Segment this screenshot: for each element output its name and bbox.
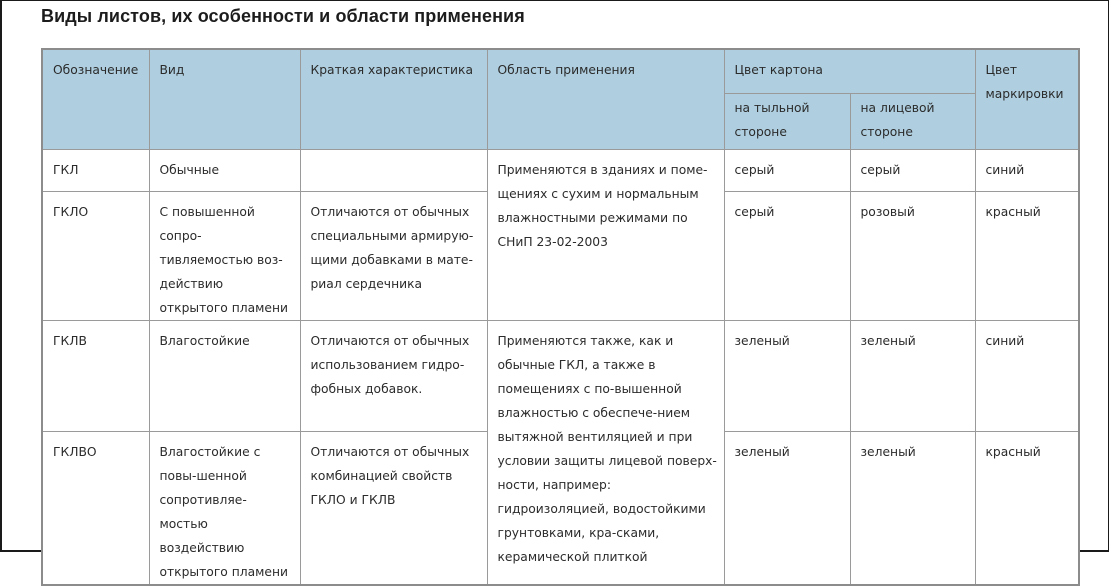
sheet-types-table: [41, 48, 1080, 586]
header-designation: Обозначение: [42, 49, 149, 149]
header-type: Вид: [149, 49, 300, 149]
cell-designation: ГКЛВО: [42, 431, 149, 585]
cell-marking-color: синий: [975, 149, 1079, 191]
cell-marking-color: синий: [975, 320, 1079, 431]
cell-marking-color: красный: [975, 431, 1079, 585]
cell-description: Отличаются от обычных использованием гидро-фобных добавок.: [300, 320, 487, 431]
cell-designation: ГКЛВ: [42, 320, 149, 431]
cell-type: С повышенной сопро-тивляемостью воз-действию открытого пламени: [149, 191, 300, 320]
cell-type: Влагостойкие с повы-шенной сопротивляе-мостью воздействию открытого пламени: [149, 431, 300, 585]
cell-front-color: серый: [850, 149, 975, 191]
header-short-description: Краткая характеристика: [300, 49, 487, 149]
cell-description: [300, 149, 487, 191]
header-front-side: на лицевой стороне: [850, 93, 975, 149]
header-back-side: на тыльной стороне: [724, 93, 850, 149]
cell-back-color: зеленый: [724, 431, 850, 585]
header-application-area: Область применения: [487, 49, 724, 149]
header-marking-color: Цвет маркировки: [975, 49, 1079, 149]
page-title: Виды листов, их особенности и области применения: [41, 6, 525, 26]
cell-front-color: зеленый: [850, 431, 975, 585]
cell-back-color: серый: [724, 149, 850, 191]
cell-description: Отличаются от обычных комбинацией свойств ГКЛО и ГКЛВ: [300, 431, 487, 585]
cell-back-color: зеленый: [724, 320, 850, 431]
cell-designation: ГКЛО: [42, 191, 149, 320]
cell-application-area: Применяются в зданиях и поме-щениях с сухим и нормальным влажностными режимами по СНиП 23-02-2003: [487, 149, 724, 320]
cell-type: Обычные: [149, 149, 300, 191]
cell-type: Влагостойкие: [149, 320, 300, 431]
cell-designation: ГКЛ: [42, 149, 149, 191]
table-row: [42, 320, 1079, 431]
cell-description: Отличаются от обычных специальными армирую-щими добавками в мате-риал сердечника: [300, 191, 487, 320]
cell-application-area: Применяются также, как и обычные ГКЛ, а также в помещениях с по-вышенной влажностью с обеспече-нием вытяжной вентиляцией и при условии защиты лицевой поверх-ности, например: гидроизоляцией, водостойкими грунтовками, кра-сками, керамической плиткой: [487, 320, 724, 585]
cell-marking-color: красный: [975, 191, 1079, 320]
cell-back-color: серый: [724, 191, 850, 320]
header-cardboard-color: Цвет картона: [724, 49, 975, 93]
cell-front-color: розовый: [850, 191, 975, 320]
cell-front-color: зеленый: [850, 320, 975, 431]
table-row: [42, 149, 1079, 191]
